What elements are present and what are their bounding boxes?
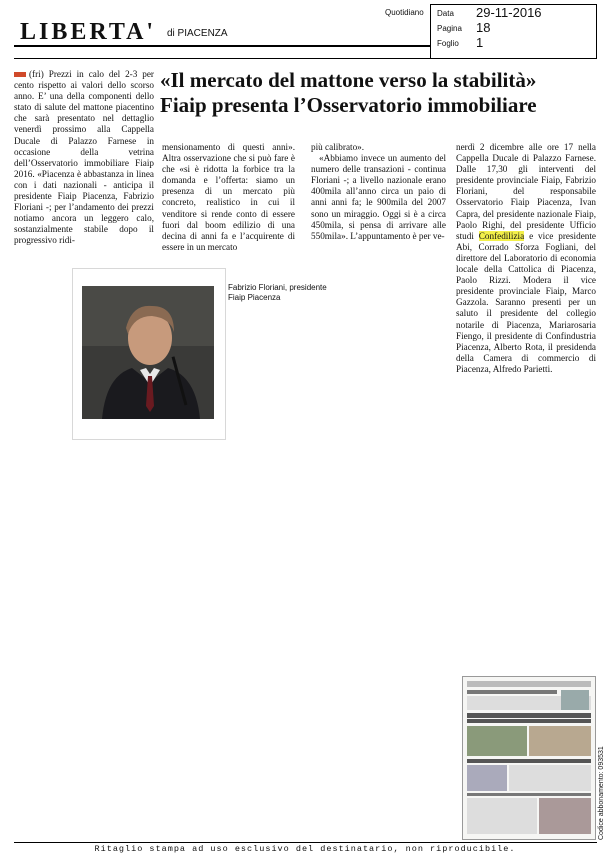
meta-value-pagina: 18 [476, 20, 491, 35]
column-3-paragraph-1: più calibrato». [311, 142, 365, 152]
subscription-code [598, 700, 610, 850]
meta-border-right [596, 4, 597, 58]
article-column-1 [14, 69, 154, 247]
column-3-paragraph-2: «Abbiamo invece un aumento del numero delle transazioni - continua Floriani -; a livello nazionale erano 400mila all’anno circa un paio di anni anni fa; le 900mila del 2007 sono un miraggio. Oggi si è a circa 450mila, si pensa di arrivare alle 550mila». L’appuntamento è per ve- [311, 153, 446, 241]
column-2-text: mensionamento di questi anni». Altra osservazione che si può fare è che «si è ridotta la forbice tra la domanda e l’offerta: siamo un presenza di un mercato più concreto, realistico in cui il venditore si rende conto di essere fuori dal boom edilizio di una decina di anni fa e l’acquirente di essere in un mercato [162, 142, 295, 252]
meta-divider [430, 4, 431, 58]
header-rule-bottom [14, 58, 597, 59]
portrait-image-icon [82, 286, 214, 419]
headline-line-1: «Il mercato del mattone verso la stabilità» [160, 68, 537, 92]
column-1-text: (fri) Prezzi in calo del 2-3 per cento rispetto ai valori dello scorso anno. E’ una della componenti dello stato di salute del mattone piacentino che sarà presentato nel dettaglio venerdì prossimo alla Cappella Ducale di Palazzo Farnese in occasione della vetrina dell’Osservatorio immobiliare Fiaip 2016. «Piacenza è abbastanza in linea con i dati nazionali - anticipa il presidente Fiaip Piacenza, Fabrizio Floriani -; per l’andamento dei prezzi notiamo ancora un leggero calo, sostanzialmente stabile dopo il progressivo ridi- [14, 69, 154, 246]
meta-value-data: 29-11-2016 [476, 5, 542, 20]
footer-rule [14, 842, 597, 843]
article-column-3 [311, 142, 446, 242]
meta-label-pagina: Pagina [437, 24, 462, 33]
meta-label-foglio: Foglio [437, 39, 459, 48]
subscription-code-text: Codice abbonamento: 093531 [598, 746, 605, 840]
masthead-logo: LIBERTA' [20, 19, 157, 45]
masthead-subtitle: di PIACENZA [167, 28, 228, 39]
article-column-4 [456, 142, 596, 375]
highlighted-term: Confedilizia [478, 230, 525, 241]
portrait-photo [82, 286, 214, 419]
header-rule [14, 45, 430, 47]
article-column-2 [162, 142, 295, 253]
footer-disclaimer: Ritaglio stampa ad uso esclusivo del destinatario, non riproducibile. [94, 844, 516, 854]
headline-line-2: Fiaip presenta l’Osservatorio immobiliare [160, 93, 537, 117]
section-marker-icon [14, 72, 26, 77]
meta-label-data: Data [437, 9, 454, 18]
photo-caption: Fabrizio Floriani, presidente Fiaip Piacenza [228, 283, 327, 302]
article-headline [160, 68, 600, 118]
column-4-text-a: nerdì 2 dicembre alle ore 17 nella Cappella Ducale di Palazzo Farnese. Dalle 17,30 gli interventi del presidente provinciale Fiaip, Fabrizio Floriani, del responsabile Osservatorio Fiaip Piacenza, Ivan Capra, del presidente nazionale Fiaip, Paolo Righi, del presidente Ufficio studi [456, 142, 596, 241]
meta-value-foglio: 1 [476, 35, 484, 50]
page-thumbnail [462, 676, 596, 840]
column-4-text-b: e vice presidente Abi, Corrado Sforza Fogliani, del direttore del Laboratorio di economia locale della Cattolica di Piacenza, Paolo Rizzi. Modera il vice presidente provinciale Fiaip, Marco Gazzola. Saranno presenti per un saluto il presidente del collegio notarile di Piacenza, Mariarosaria Fiengo, il presidente di Confindustria Piacenza, Alberto Rota, il presidenda della Camera di commercio di Piacenza, Alfredo Parietti. [456, 230, 596, 374]
publication-type: Quotidiano [385, 8, 424, 17]
newspaper-page-thumbnail-icon [463, 677, 595, 839]
page-header [0, 0, 610, 62]
